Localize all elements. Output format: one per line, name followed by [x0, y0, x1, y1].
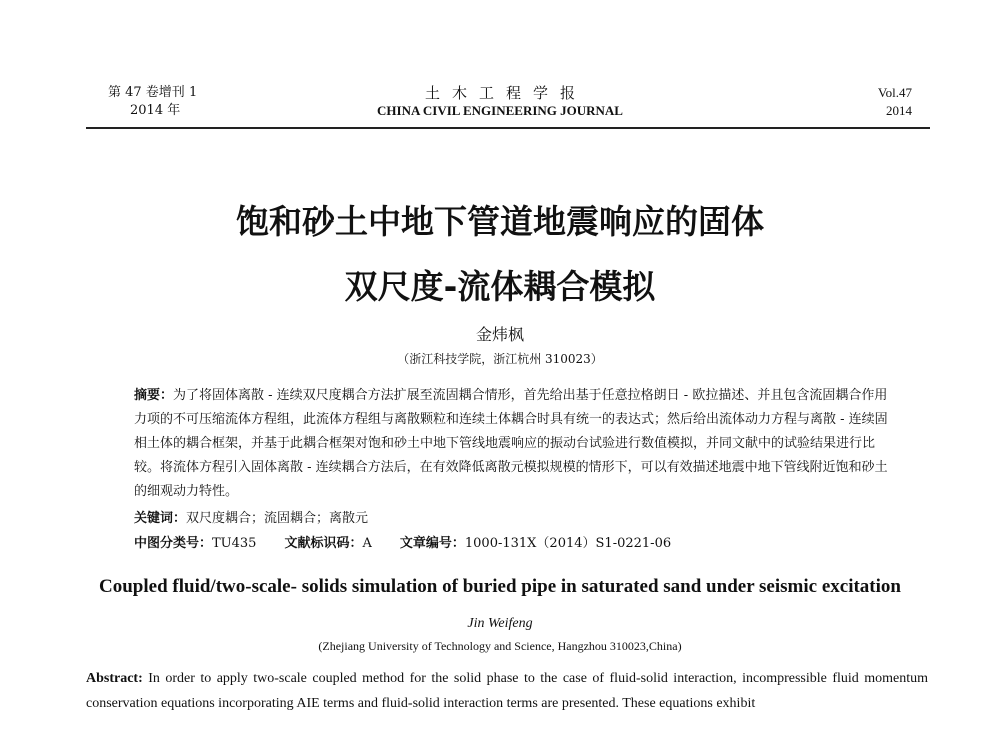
article-number-label: 文章编号： — [399, 536, 465, 551]
paper-title-en: Coupled fluid/two-scale- solids simulation of buried pipe in saturated sand under seismic excitation — [99, 576, 901, 597]
author-cn: 金炜枫 — [475, 325, 524, 344]
doc-code-label: 文献标识码： — [284, 536, 363, 551]
abstract-cn-text: 为了将固体离散 - 连续双尺度耦合方法扩展至流固耦合情形，首先给出基于任意拉格朗日 - 欧拉描述、并且包含流固耦合作用力项的不可压缩流体方程组，此流体方程组与离散颗粒和连续土体耦合时具有统一的表达式；然后给出流体动力方程与离散 - 连续固相土体的耦合框架，并基于此耦合框架对饱和砂土中地下管线地震响应的振动台试验进行数值模拟，并同文献中的试验结果进行比较。将流体方程引入固体离散 - 连续耦合方法后，在有效降低离散元模拟规模的情形下，可以有效描述地震中地下管线附近饱和砂土的细观动力特性。 — [134, 388, 888, 499]
keywords-cn-text: 双尺度耦合；流固耦合；离散元 — [186, 511, 369, 526]
volume-cn: 第 47 卷增刊 1 — [108, 85, 198, 100]
journal-name-en: CHINA CIVIL ENGINEERING JOURNAL — [377, 103, 623, 118]
clc-value: TU435 — [212, 536, 257, 551]
affiliation-en: (Zhejiang University of Technology and Science, Hangzhou 310023,China) — [318, 639, 682, 653]
keywords-cn-label: 关键词： — [134, 511, 187, 526]
volume-en: Vol.47 — [877, 85, 912, 100]
paper-title-cn-line2: 双尺度-流体耦合模拟 — [344, 267, 656, 306]
header-rule — [86, 127, 930, 129]
header-volume-en — [878, 84, 912, 120]
abstract-cn — [134, 384, 894, 504]
article-number-value: 1000-131X（2014）S1-0221-06 — [464, 536, 672, 551]
header-volume-info — [108, 84, 197, 120]
abstract-en-text: In order to apply two-scale coupled method for the solid phase to the case of fluid-solid interaction, incompressible fluid momentum conservation equations incorporating AIE terms and fluid-solid interaction terms are presented. These equations exhibit — [86, 671, 929, 711]
year-en: 2014 — [886, 103, 912, 118]
journal-name-cn: 土木工程学报 — [424, 84, 587, 102]
keywords-cn — [134, 507, 368, 526]
classification-line — [134, 532, 671, 551]
doc-code-value: A — [362, 536, 372, 551]
author-en: Jin Weifeng — [467, 616, 533, 631]
abstract-cn-label: 摘要： — [134, 388, 174, 403]
affiliation-cn: （浙江科技学院，浙江杭州 310023） — [397, 352, 603, 366]
abstract-en — [86, 666, 928, 716]
header-journal — [300, 84, 700, 120]
paper-title-cn-line1: 饱和砂土中地下管道地震响应的固体 — [236, 202, 764, 241]
year-cn: 2014 年 — [130, 103, 181, 118]
clc-label: 中图分类号： — [134, 536, 213, 551]
abstract-en-label: Abstract: — [86, 671, 143, 686]
